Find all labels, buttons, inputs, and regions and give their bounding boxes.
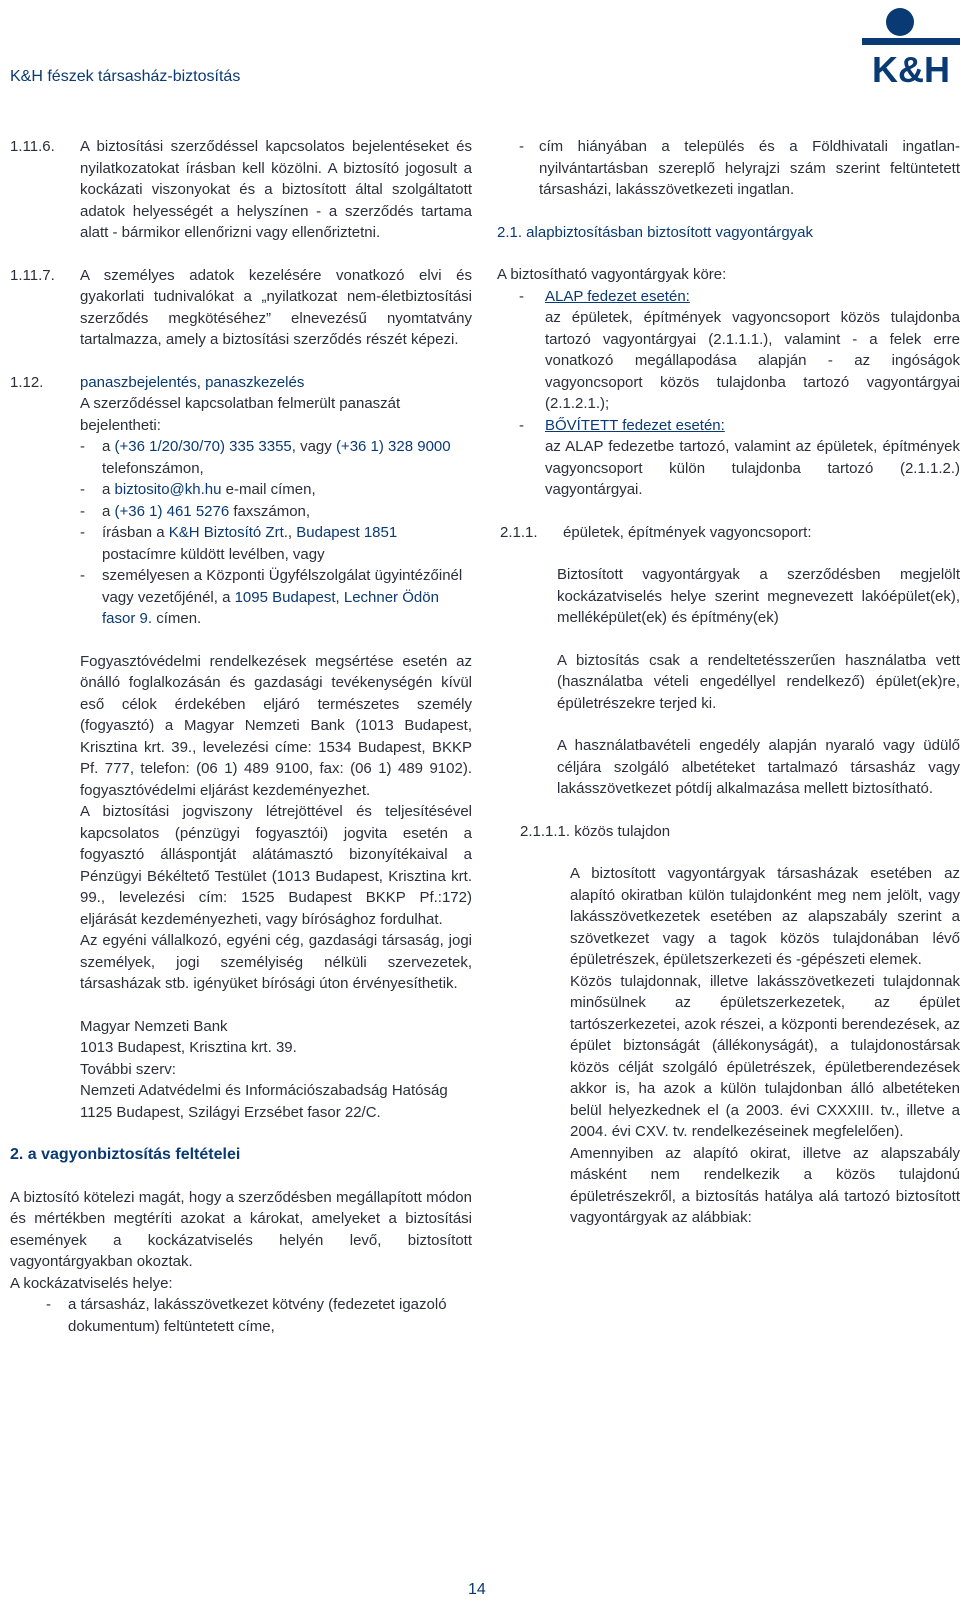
left-column [10,136,472,1337]
section-2-1-heading: 2.1. alapbiztosításban biztosított vagyontárgyak [497,223,814,241]
consumer-paragraph-1: Fogyasztóvédelmi rendelkezések megsértése esetén az önálló foglalkozásán és gazdasági tevékenységén kívül eső célok érdekében eljáró természetes személy (fogyasztó) a Magyar Nemzeti Bank (1013 Budapest, Krisztina krt. 39., levelezési címe: 1534 Budapest, BKKP Pf. 777, telefon: (06 1) 489 9100, fax: (06 1) 489 9102). fogyasztóvédelmi eljárást kezdeményezhet. [80,652,472,799]
risk-place-item: - cím hiányában a település és a Földhivatali ingatlan-nyilvántartásban szereplő helyrajzi szám szerint feltüntetett társasházi, lakásszövetkezeti ingatlan. [519,138,960,198]
contact-email: - a biztosito@kh.hu e-mail címen, [80,481,316,498]
section-intro: A szerződéssel kapcsolatban felmerült panaszát bejelentheti: [80,395,401,434]
contact-personal: - személyesen a Központi Ügyfélszolgálat ügyintézőinél vagy vezetőjénél, a 1095 Budapest, Lechner Ödön fasor 9. címen. [80,567,463,627]
section-2-text: A biztosító kötelezi magát, hogy a szerződésben megállapított módon és mértékben megtéríti azokat a károkat, amelyeket a biztosítási események a kockázatviselés helyén levő, biztosított vagyontárgyakban okoztak. [10,1188,472,1270]
section-2-1-1-1-body [497,863,960,1229]
address-line: 1125 Budapest, Szilágyi Erzsébet fasor 22/C. [80,1103,381,1121]
section-number: 2.1.1. [500,523,538,541]
section-2-heading: 2. a vagyonbiztosítás feltételei [10,1146,241,1163]
email-link[interactable]: biztosito@kh.hu [114,481,222,498]
section-number: 1.11.6. [10,138,55,155]
section-1-11-7 [10,265,472,351]
alap-coverage: - ALAP fedezet esetén: az épületek, építmények vagyoncsoport közös tulajdonba tartozó vagyontárgyai (2.1.1.1.), valamint - a felek erre vonatkozó megállapodása alapján - az ingóságok vagyoncsoport közös tulajdonba tartozó vagyontárgyai (2.1.2.1.); [497,286,960,415]
phone-number-1: (+36 1/20/30/70) 335 3355 [114,438,292,455]
phone-number-2: (+36 1) 328 9000 [335,438,451,455]
bovitett-label: BŐVÍTETT fedezet esetén: [545,416,725,434]
address-line: 1013 Budapest, Krisztina krt. 39. [80,1039,297,1056]
bovitett-text: az ALAP fedezetbe tartozó, valamint az épületek, építmények vagyoncsoport külön tulajdonba tartozó (2.1.1.2.) vagyontárgyai. [545,438,960,498]
section-text: A biztosítási szerződéssel kapcsolatos bejelentéseket és nyilatkozatokat írásban kell közölni. A biztosító jogosult a kockázati viszonyokat és a biztosított által szolgáltatott adatok helyességét a helyszínen - a szerződés tartama alatt - bármikor ellenőrizni vagy ellenőriztetni. [80,138,472,241]
logo-text: K&H [872,49,950,90]
fax-number: (+36 1) 461 5276 [114,502,230,520]
risk-place-item: - a társasház, lakásszövetkezet kötvény (fedezetet igazoló dokumentum) feltüntetett címe, [46,1296,447,1335]
section-1-11-6 [10,136,472,244]
consumer-paragraph-2: A biztosítási jogviszony létrejöttével és teljesítésével kapcsolatos (pénzügyi fogyasztói) jogvita esetén a fogyasztó álláspontját alátámasztó bizonyítékaival a Pénzügyi Békéltető Testület (1013 Budapest, Krisztina krt. 99., levelezési cím: 1525 Budapest BKKP Pf.:172) eljárását kezdeményezheti, vagy bírósághoz fordulhat. [80,803,472,928]
paragraph: Közös tulajdonnak, illetve lakásszövetkezeti tulajdonnak minősülnek az épületszerkezetek, az épület tartószerkezetei, azok részei, a központi berendezések, az épület biztonságát (állékonyságát), a tulajdonostársak közös célját szolgáló épületrészek, épületberendezések akkor is, ha azok a külön tulajdonban álló albetéteken belül helyezkednek el (a 2003. évi CXXXIII. tv., illetve a 2004. évi CXV. tv. rendelkezéseinek megfelelően). [570,972,960,1140]
document-title: K&H fészek társasház-biztosítás [10,68,241,85]
company-name: K&H Biztosító Zrt. [168,524,288,541]
section-2-1-1 [497,522,960,544]
page-number: 14 [468,1581,486,1598]
contact-fax: - a (+36 1) 461 5276 faxszámon, [80,502,311,520]
section-heading: panaszbejelentés, panaszkezelés [80,373,305,391]
kh-logo [848,4,960,90]
section-2-1-1-body [497,564,960,800]
section-number: 1.12. [10,373,44,391]
section-number: 1.11.7. [10,266,55,284]
section-1-12 [10,372,472,1124]
address-block [80,1016,472,1124]
bovitett-coverage: - BŐVÍTETT fedezet esetén: az ALAP fedezetbe tartozó, valamint az épületek, építmények vagyoncsoport külön tulajdonba tartozó (2.1.1.2.) vagyontárgyai. [497,415,960,501]
consumer-paragraph-3: Az egyéni vállalkozó, egyéni cég, gazdasági társaság, jogi személyek, jogi személyiség nélküli szervezetek, társasházak stb. igényüket bírósági úton érvényesíthetik. [80,932,472,992]
alap-text: az épületek, építmények vagyoncsoport közös tulajdonba tartozó vagyontárgyai (2.1.1.1.), valamint - a felek erre vonatkozó megállapodása alapján - az ingóságok vagyoncsoport közös tulajdonba tartozó vagyontárgyai (2.1.2.1.); [545,309,960,412]
paragraph: Amennyiben az alapító okirat, illetve az alapszabály másként nem rendelkezik a közös tulajdonú épületrészekről, a biztosítás hatálya alá tartozó biztosított vagyontárgyak az alábbiak: [570,1144,960,1226]
address-line: Nemzeti Adatvédelmi és Információszabadság Hatóság [80,1082,448,1099]
section-heading: épületek, építmények vagyoncsoport: [563,523,812,541]
kh-logo-icon [848,4,960,90]
postal-city: Budapest 1851 [296,524,398,541]
section-2-1-intro: A biztosítható vagyontárgyak köre: [497,266,727,283]
section-2-1-1-1-heading: 2.1.1.1. közös tulajdon [520,822,671,840]
address-line: Magyar Nemzeti Bank [80,1017,228,1035]
section-text: A személyes adatok kezelésére vonatkozó elvi és gyakorlati tudnivalókat a „nyilatkozat nem-életbiztosítási szerződés megkötéséhez” elnevezésű nyomtatvány tartalmazza, amely a biztosítási szerződés részét képezi. [80,266,472,348]
right-column [497,136,960,1229]
address-line: További szerv: [80,1060,176,1078]
paragraph: A biztosítás csak a rendeltetésszerűen használatba vett (használatba vételi engedéllyel rendelkező) épület(ek)re, épületrészekre terjed ki. [557,651,960,712]
paragraph: A használatbavételi engedély alapján nyaraló vagy üdülő céljára szolgáló albetéteket tartalmazó társasház vagy lakásszövetkezet pótdíj alkalmazása mellett biztosítható. [557,737,960,797]
paragraph: Biztosított vagyontárgyak a szerződésben megjelölt kockázatviselés helye szerint megnevezett lakóépület(ek), melléképület(ek) és építmény(ek) [557,566,960,626]
office-address: 1095 Budapest, Lechner Ödön fasor 9. [102,588,439,627]
alap-label: ALAP fedezet esetén: [545,287,690,305]
contact-post: - írásban a K&H Biztosító Zrt., Budapest 1851 postacímre küldött levélben, vagy [80,524,398,563]
contact-phone: - a (+36 1/20/30/70) 335 3355, vagy (+36 1) 328 9000 telefonszámon, [80,438,451,477]
risk-place-label: A kockázatviselés helye: [10,1274,173,1292]
paragraph: A biztosított vagyontárgyak társasházak esetében az alapító okiratban külön tulajdonként meg nem jelölt, vagy lakásszövetkezetek esetében az alapszabály szerint a szövetkezet vagy a tagok közös tulajdonában lévő épületrészek, épületszerkezeti és -gépészeti elemek. [570,865,960,968]
